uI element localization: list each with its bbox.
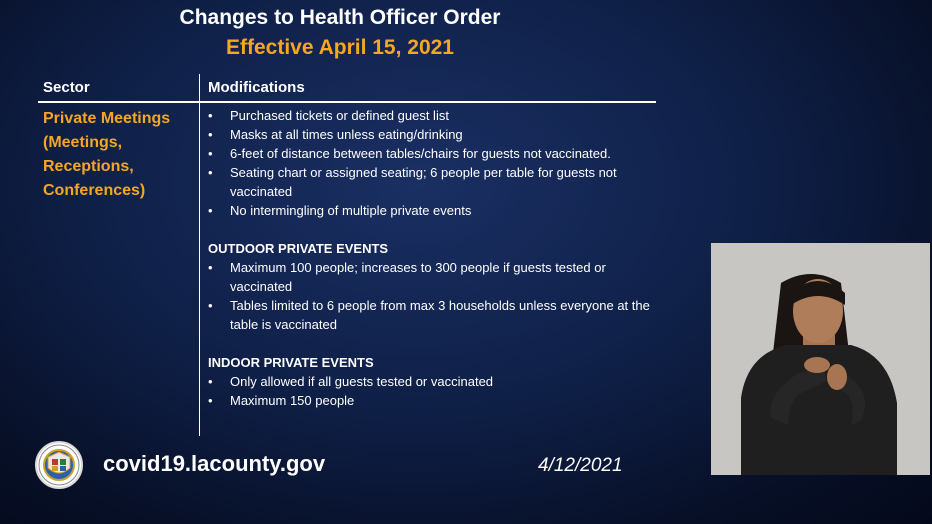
list-item: • Seating chart or assigned seating; 6 people per table for guests not vaccinated [208, 163, 653, 201]
sector-line: Conferences) [43, 182, 146, 199]
general-rules-list [208, 106, 653, 220]
sector-name [43, 107, 193, 203]
list-item: • Maximum 150 people [208, 391, 653, 410]
list-item: • No intermingling of multiple private events [208, 201, 653, 220]
list-item: • Purchased tickets or defined guest list [208, 106, 653, 125]
sign-language-interpreter-video [711, 243, 930, 475]
list-item: • Only allowed if all guests tested or vaccinated [208, 372, 653, 391]
list-item: • Masks at all times unless eating/drinking [208, 125, 653, 144]
website-url: covid19.lacounty.gov [103, 451, 326, 476]
county-seal-icon [35, 441, 83, 489]
sector-line: Receptions, [43, 158, 134, 175]
list-item: • 6-feet of distance between tables/chairs for guests not vaccinated. [208, 144, 653, 163]
column-divider [199, 74, 200, 436]
indoor-rules-list [208, 372, 653, 410]
indoor-section-heading: INDOOR PRIVATE EVENTS [208, 355, 374, 370]
modifications-cell [208, 106, 653, 410]
sector-column-header: Sector [43, 79, 90, 96]
header-divider [38, 101, 656, 103]
outdoor-rules-list [208, 258, 653, 334]
slide-date: 4/12/2021 [538, 455, 623, 476]
sector-line: Private Meetings [43, 110, 171, 127]
outdoor-section-heading: OUTDOOR PRIVATE EVENTS [208, 241, 389, 256]
modifications-column-header: Modifications [208, 79, 305, 96]
list-item: • Tables limited to 6 people from max 3 households unless everyone at the table is vaccinated [208, 296, 653, 334]
slide-subtitle: Effective April 15, 2021 [225, 36, 454, 59]
sector-line: (Meetings, [43, 134, 123, 151]
list-item: • Maximum 100 people; increases to 300 people if guests tested or vaccinated [208, 258, 653, 296]
slide-title: Changes to Health Officer Order [179, 6, 501, 29]
